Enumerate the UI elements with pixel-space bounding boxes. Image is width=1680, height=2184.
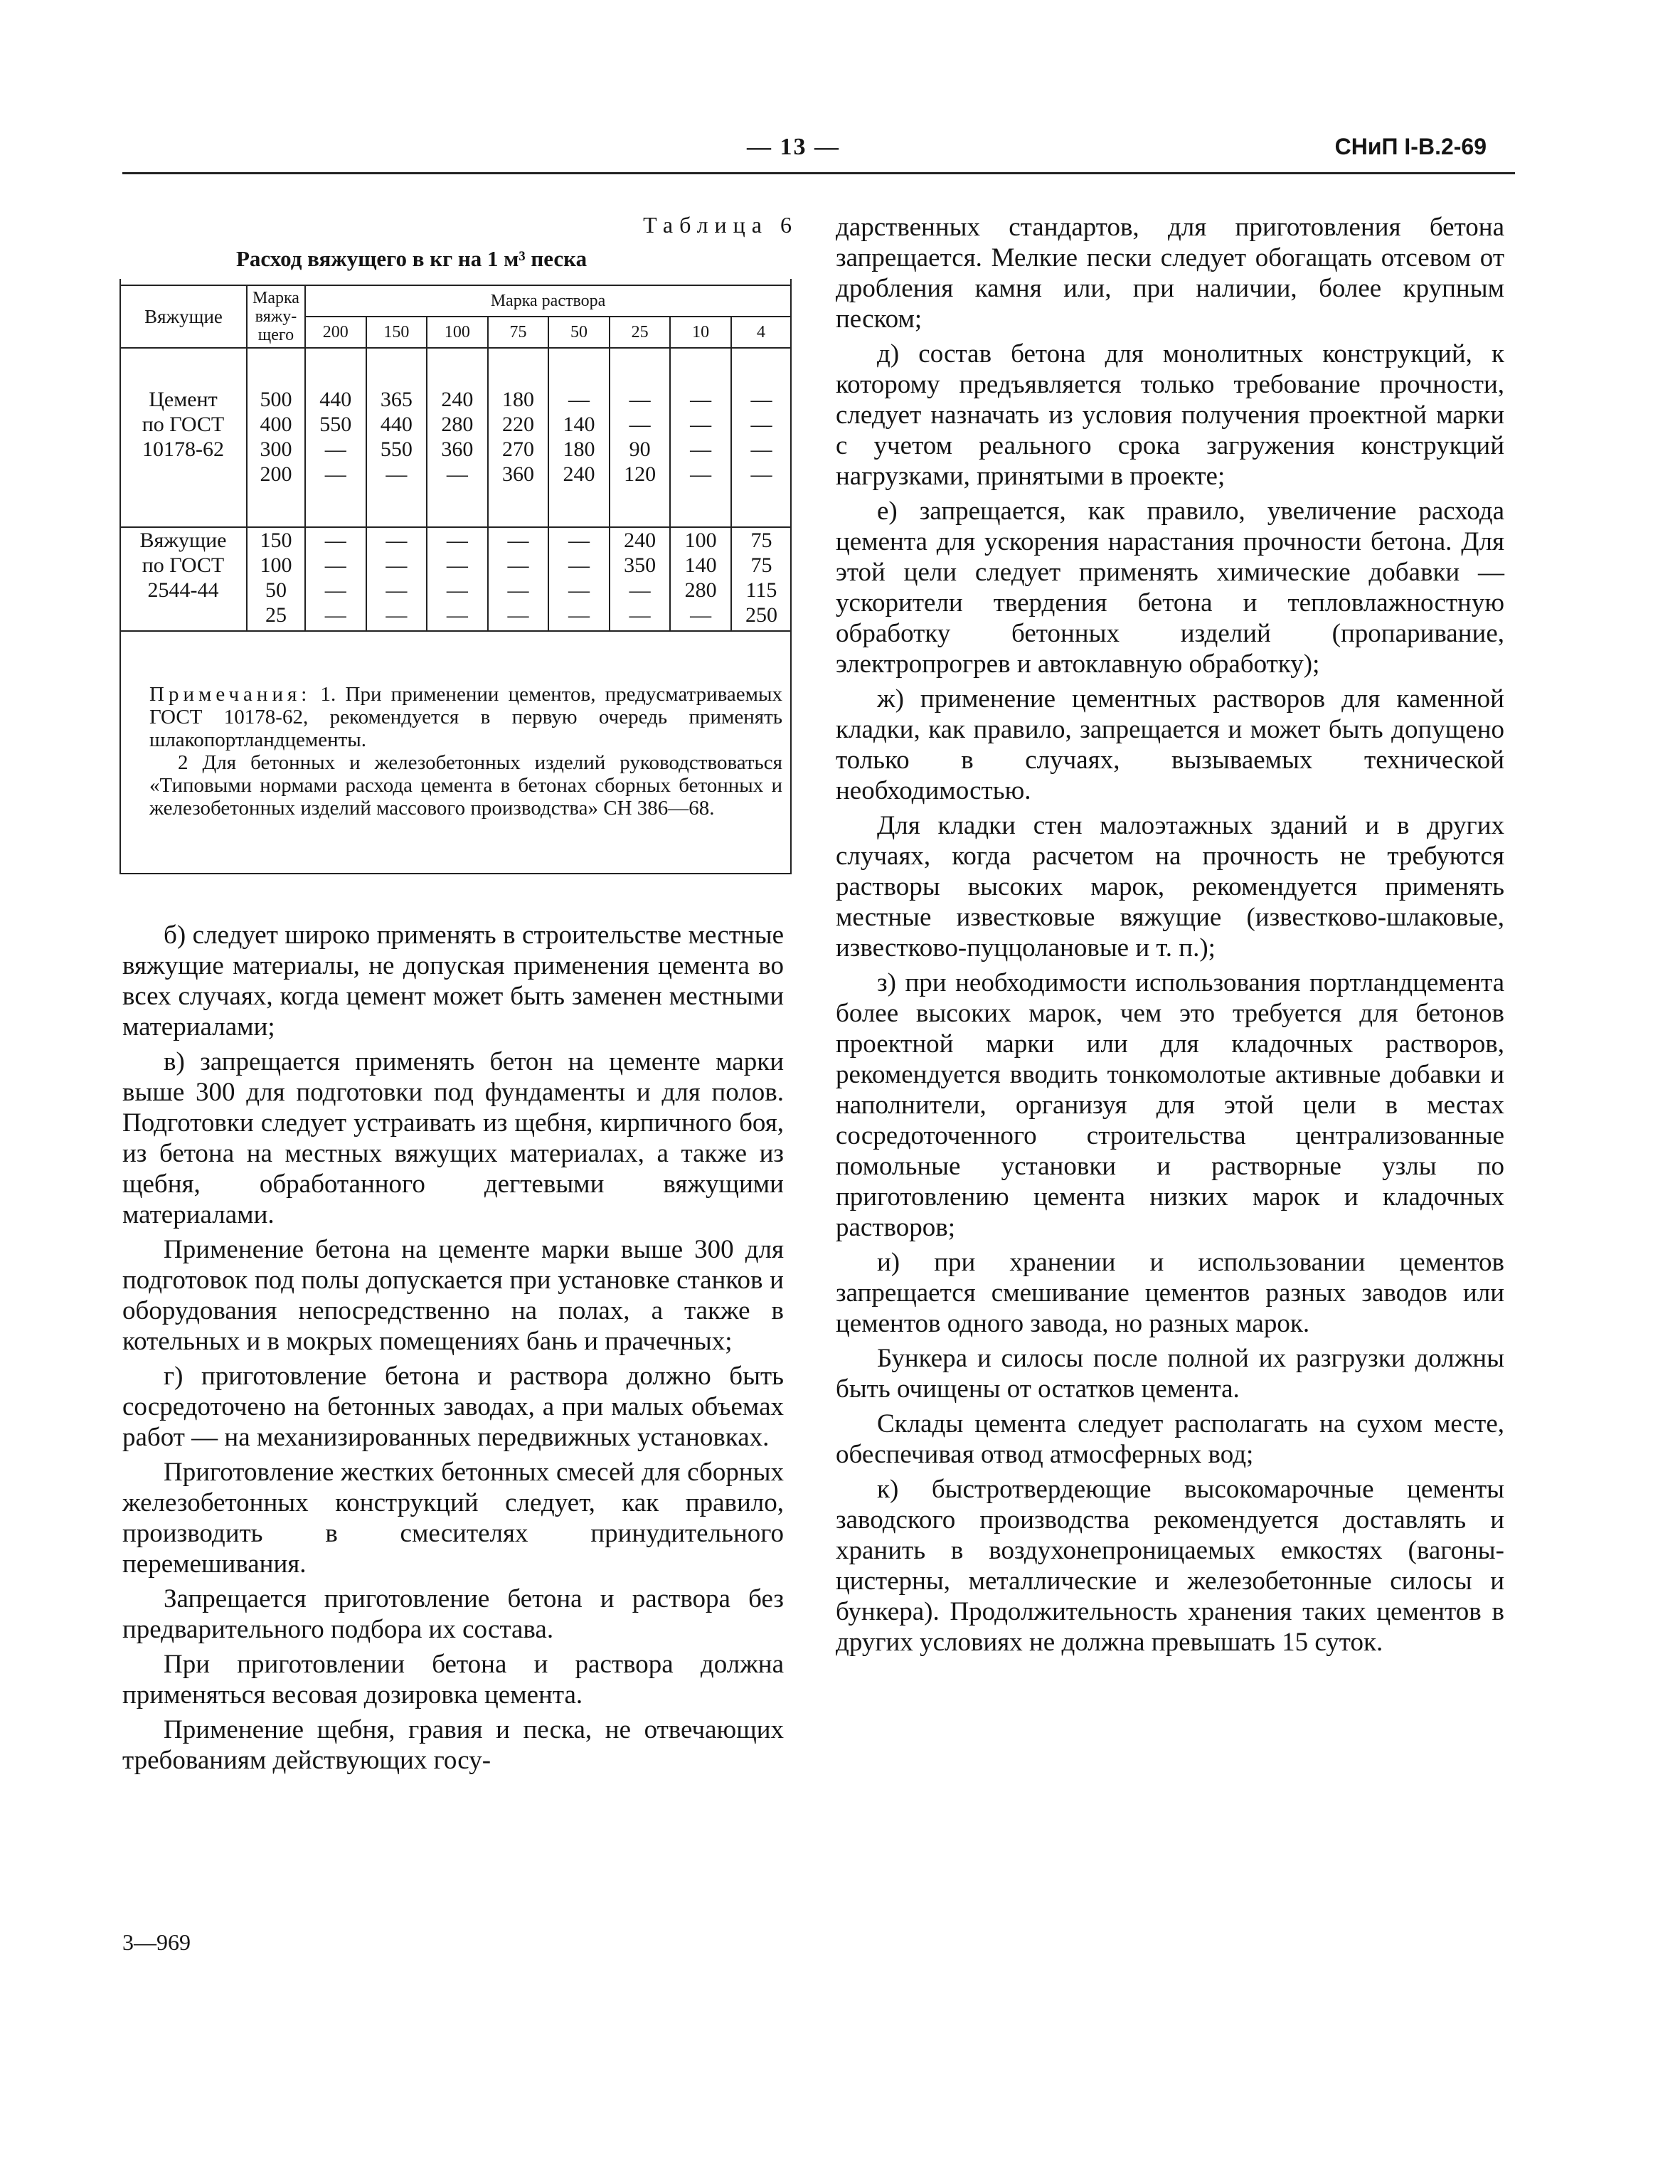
paragraph: Для кладки стен малоэтажных зданий и в других случаях, когда расчетом на прочность не требуются растворы высоких марок, рекомендуется применять местные известковые вяжущие (известково-шлаковые, известково-пуццолановые и т. п.); (836, 811, 1504, 963)
paragraph: е) запрещается, как правило, увеличение расхода цемента для ускорения нарастания прочности бетона. Для этой цели следует применять химические добавки — ускорители твердения бетона и тепловлажностную обработку бетонных изделий (пропаривание, электропрогрев и автоклавную обработку); (836, 497, 1504, 679)
table-cell: 400 (247, 412, 305, 437)
left-text-column (122, 920, 784, 1780)
table-cell: — (731, 437, 791, 462)
table-cell: — (548, 527, 610, 553)
table-cell: 250 (731, 603, 791, 631)
header-grade-cell: 50 (548, 317, 610, 348)
header-grade-cell: 150 (366, 317, 427, 348)
header-grade-cell: 75 (488, 317, 549, 348)
table-cell: 25 (247, 603, 305, 631)
paragraph: Запрещается приготовление бетона и раствора без предварительного подбора их состава. (122, 1584, 784, 1644)
paragraph-continuation: дарственных стандартов, для приготовления бетона запрещается. Мелкие пески следует обогащать отсевом от дробления камня или, при наличии, более крупным песком; (836, 213, 1504, 334)
table-cell: — (610, 412, 671, 437)
table-cell: — (488, 578, 549, 603)
header-grade-cell: 100 (427, 317, 488, 348)
paragraph: б) следует широко применять в строительстве местные вяжущие материалы, не допуская применения цемента во всех случаях, когда цемент может быть заменен местными материалами; (122, 921, 784, 1041)
table-cell: 240 (548, 462, 610, 487)
binder-consumption-table (119, 285, 792, 632)
table-cell: 500 (247, 387, 305, 412)
table-cell: — (610, 603, 671, 631)
table-cell: 240 (610, 527, 671, 553)
header-binder: Вяжущие (120, 285, 247, 348)
header-grade-cell: 25 (610, 317, 671, 348)
table-cell: 150 (247, 527, 305, 553)
table-cell: — (305, 603, 366, 631)
table-row (120, 387, 791, 412)
table-note-1 (149, 683, 782, 751)
table-cell: — (731, 387, 791, 412)
table-cell: 240 (427, 387, 488, 412)
table-cell: 360 (427, 437, 488, 462)
table-cell: 100 (670, 527, 731, 553)
paragraph: Склады цемента следует располагать на сухом месте, обеспечивая отвод атмосферных вод; (836, 1409, 1504, 1469)
table-cell: — (670, 437, 731, 462)
header-binder-grade: Марка вяжу-щего (247, 285, 305, 348)
header-grade-cell: 10 (670, 317, 731, 348)
table-cell: — (548, 553, 610, 578)
table-cell: 50 (247, 578, 305, 603)
table-cell: — (488, 603, 549, 631)
table-cell: — (488, 527, 549, 553)
table-cell: 180 (488, 387, 549, 412)
right-text-column (836, 212, 1504, 1662)
table-cell: 270 (488, 437, 549, 462)
table-cell: 90 (610, 437, 671, 462)
paragraph: в) запрещается применять бетон на цементе марки выше 300 для подготовки под фундаменты и для полов. Подготовки следует устраивать из щебня, кирпичного боя, из бетона на местных вяжущих материалах, а также из щебня, обработанного дегтевыми вяжущими материалами. (122, 1047, 784, 1229)
table-cell: 140 (548, 412, 610, 437)
table-cell: — (305, 578, 366, 603)
table-row (120, 578, 791, 603)
paragraph: к) быстротвердеющие высокомарочные цементы заводского производства рекомендуется доставлять и хранить в воздухонепроницаемых емкостях (вагоны-цистерны, металлические и железобетонные силосы и бункера). Продолжительность хранения таких цементов в других условиях не должна превышать 15 суток. (836, 1475, 1504, 1657)
table-cell: 120 (610, 462, 671, 487)
table-cell: — (366, 553, 427, 578)
paragraph: и) при хранении и использовании цементов запрещается смешивание цементов разных заводов или цементов одного завода, но разных марок. (836, 1248, 1504, 1338)
table-cell: — (427, 603, 488, 631)
document-code: СНиП I-В.2-69 (1334, 134, 1487, 159)
header-grade-cell: 200 (305, 317, 366, 348)
table-cell: — (731, 462, 791, 487)
table-caption: Таблица 6 (643, 212, 798, 238)
table-cell: 365 (366, 387, 427, 412)
table-cell: — (305, 527, 366, 553)
binder-name-line: 2544-44 (147, 578, 219, 602)
table-cell: 140 (670, 553, 731, 578)
table-cell: 280 (670, 578, 731, 603)
table-row (120, 412, 791, 437)
table-cell: — (670, 412, 731, 437)
paragraph: г) приготовление бетона и раствора должно быть сосредоточено на бетонных заводах, а при малых объемах работ — на механизированных передвижных установках. (122, 1362, 784, 1452)
table-note-2: 2 Для бетонных и железобетонных изделий руководствоваться «Типовыми нормами расхода цемента в бетонах сборных бетонных и железобетонных изделий массового производства» СН 386—68. (149, 751, 782, 820)
table-cell: 440 (366, 412, 427, 437)
table-cell: 300 (247, 437, 305, 462)
table-cell: 75 (731, 553, 791, 578)
table-cell: — (305, 437, 366, 462)
paragraph: ж) применение цементных растворов для каменной кладки, как правило, запрещается и может быть допущено только в случаях, вызываемых технической необходимостью. (836, 684, 1504, 805)
table-cell: 550 (366, 437, 427, 462)
printer-signature: 3—969 (122, 1929, 191, 1955)
table-cell: — (427, 462, 488, 487)
table-cell: — (366, 462, 427, 487)
note-1-text: 1. При применении цементов, предусматриваемых ГОСТ 10178-62, рекомендуется в первую очередь применять шлакопортландцементы. (149, 683, 782, 751)
table-cell: — (427, 578, 488, 603)
table-cell: 115 (731, 578, 791, 603)
table-cell: 100 (247, 553, 305, 578)
table-cell: — (548, 578, 610, 603)
page-number: — 13 — (747, 134, 840, 160)
table-cell: — (670, 387, 731, 412)
table-cell: 440 (305, 387, 366, 412)
binder-name-line: Цемент (149, 388, 218, 411)
table-cell: — (670, 462, 731, 487)
paragraph: При приготовлении бетона и раствора должна применяться весовая дозировка цемента. (122, 1650, 784, 1709)
table-cell: 180 (548, 437, 610, 462)
paragraph: д) состав бетона для монолитных конструкций, к которому предъявляется только требование прочности, следует назначать из условия получения проектной марки с учетом реального срока загружения конструкций нагрузками, принятыми в проекте; (836, 339, 1504, 491)
table-cell: 200 (247, 462, 305, 487)
table-cell: — (548, 603, 610, 631)
table-cell: — (366, 578, 427, 603)
table-cell: 360 (488, 462, 549, 487)
header-rule (122, 172, 1515, 174)
table-title: Расход вяжущего в кг на 1 м³ песка (236, 246, 588, 271)
table-cell: 550 (305, 412, 366, 437)
binder-name-line: 10178-62 (142, 438, 224, 461)
table-cell: — (305, 462, 366, 487)
table-cell: 220 (488, 412, 549, 437)
table-cell: — (670, 603, 731, 631)
paragraph: Применение бетона на цементе марки выше 300 для подготовок под полы допускается при установке станков и оборудования непосредственно на полах, а также в котельных и в мокрых помещениях бань и прачечных; (122, 1235, 784, 1356)
paragraph: Применение щебня, гравия и песка, не отвечающих требованиям действующих госу- (122, 1715, 784, 1775)
table-cell: — (610, 578, 671, 603)
binder-name-line: по ГОСТ (142, 553, 225, 577)
binder-name-line: по ГОСТ (142, 413, 225, 436)
table-row (120, 462, 791, 487)
header-mortar-grade: Марка раствора (305, 285, 791, 317)
table-row (120, 527, 791, 553)
table-cell: 280 (427, 412, 488, 437)
table-cell: — (366, 527, 427, 553)
table-cell: — (548, 387, 610, 412)
table-cell: — (366, 603, 427, 631)
notes-title: Примечания: (149, 683, 312, 706)
header-grade-cell: 4 (731, 317, 791, 348)
paragraph: Приготовление жестких бетонных смесей для сборных железобетонных конструкций следует, как правило, производить в смесителях принудительного перемешивания. (122, 1458, 784, 1579)
paragraph: Бункера и силосы после полной их разгрузки должны быть очищены от остатков цемента. (836, 1344, 1504, 1404)
table-notes (149, 683, 782, 820)
table-cell: — (488, 553, 549, 578)
paragraph: з) при необходимости использования портландцемента более высоких марок, чем это требуется для бетонов проектной марки или для кладочных растворов, рекомендуется вводить тонкомолотые активные добавки и наполнители, организуя для этой цели в местах сосредоточенного строительства централизованные помольные установки и растворные узлы по приготовлению цемента низких марок и кладочных растворов; (836, 968, 1504, 1242)
table-cell: 350 (610, 553, 671, 578)
table-cell: — (305, 553, 366, 578)
table-cell: — (427, 527, 488, 553)
table-cell: — (731, 412, 791, 437)
table-cell: — (427, 553, 488, 578)
table-row (120, 603, 791, 631)
table-row (120, 437, 791, 462)
table-cell: 75 (731, 527, 791, 553)
table-cell: — (610, 387, 671, 412)
binder-name-line: Вяжущие (120, 527, 247, 553)
table-row (120, 553, 791, 578)
